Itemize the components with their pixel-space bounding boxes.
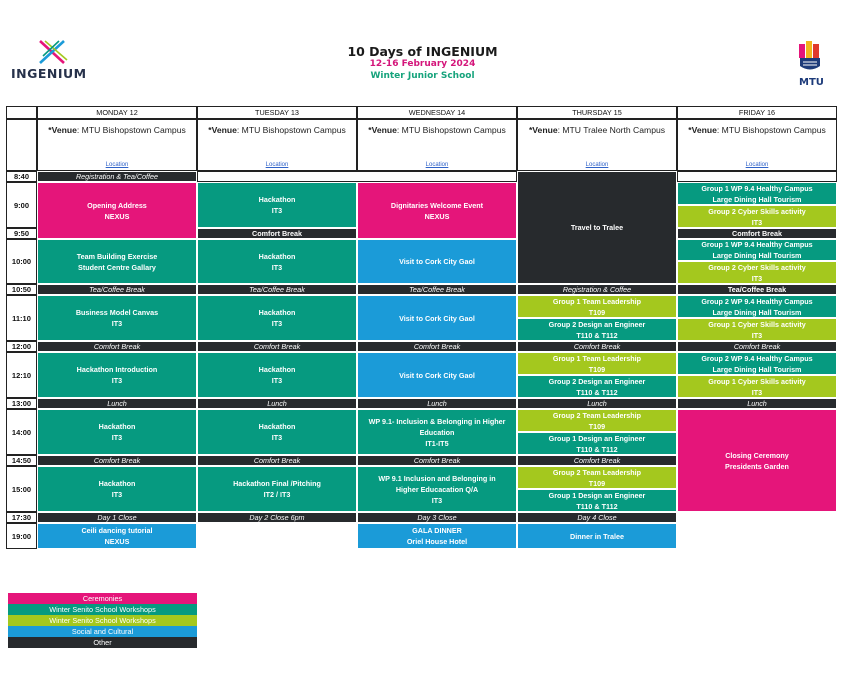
comfort-break: Comfort Break bbox=[517, 341, 677, 352]
event-group2-team-leadership: Group 2 Team Leadership T109 bbox=[517, 466, 677, 489]
mtu-crest-icon bbox=[797, 38, 825, 74]
time-label: 11:10 bbox=[6, 295, 37, 341]
event-group2-design-engineer: Group 2 Design an Engineer T110 & T112 bbox=[517, 375, 677, 398]
comfort-break: Comfort Break bbox=[677, 228, 837, 239]
event-hackathon-final: Hackathon Final /Pitching IT2 / IT3 bbox=[197, 466, 357, 512]
travel-to-tralee: Travel to Tralee bbox=[517, 171, 677, 284]
lunch: Lunch bbox=[197, 398, 357, 409]
event-hackathon: Hackathon IT3 bbox=[197, 182, 357, 228]
mtu-logo bbox=[795, 38, 835, 93]
tea-coffee-break: Tea/Coffee Break bbox=[677, 284, 837, 295]
event-group2-healthy-campus: Group 2 WP 9.4 Healthy Campus Large Dining Hall Tourism bbox=[677, 295, 837, 318]
event-group2-healthy-campus: Group 2 WP 9.4 Healthy Campus Large Dining Hall Tourism bbox=[677, 352, 837, 375]
venue-cell-mon bbox=[37, 119, 197, 171]
location-link[interactable]: Location bbox=[425, 162, 449, 168]
time-label: 12:00 bbox=[6, 341, 37, 352]
corner-cell bbox=[6, 106, 37, 119]
day-close: Day 1 Close bbox=[37, 512, 197, 523]
event-ceili-dancing: Ceili dancing tutorial NEXUS bbox=[37, 523, 197, 549]
day-close: Day 2 Close 6pm bbox=[197, 512, 357, 523]
tea-coffee-break: Tea/Coffee Break bbox=[197, 284, 357, 295]
event-cork-city-gaol: Visit to Cork City Gaol bbox=[357, 295, 517, 341]
comfort-break: Comfort Break bbox=[197, 455, 357, 466]
day-header-mon: MONDAY 12 bbox=[37, 106, 197, 119]
day-header-wed: WEDNESDAY 14 bbox=[357, 106, 517, 119]
event-group2-design-engineer: Group 2 Design an Engineer T110 & T112 bbox=[517, 318, 677, 341]
comfort-break: Comfort Break bbox=[517, 455, 677, 466]
legend-social-cultural: Social and Cultural bbox=[8, 626, 197, 637]
event-dignitaries-welcome: Dignitaries Welcome Event NEXUS bbox=[357, 182, 517, 239]
event-group1-healthy-campus: Group 1 WP 9.4 Healthy Campus Large Dining Hall Tourism bbox=[677, 239, 837, 261]
time-label: 9:00 bbox=[6, 182, 37, 228]
lunch: Lunch bbox=[517, 398, 677, 409]
legend-ceremonies: Ceremonies bbox=[8, 593, 197, 604]
location-link[interactable]: Location bbox=[265, 162, 289, 168]
page-title: 10 Days of INGENIUM bbox=[347, 44, 498, 59]
comfort-break: Comfort Break bbox=[37, 455, 197, 466]
venue-text: *Venue: MTU Bishopstown Campus bbox=[368, 125, 506, 135]
event-inclusion-belonging-qa: WP 9.1 Inclusion and Belonging in Higher Educacation Q/A IT3 bbox=[357, 466, 517, 512]
comfort-break: Comfort Break bbox=[37, 341, 197, 352]
color-legend bbox=[8, 593, 197, 648]
event-hackathon: Hackathon IT3 bbox=[37, 466, 197, 512]
location-link[interactable]: Location bbox=[105, 162, 129, 168]
legend-workshops-teal: Winter Senito School Workshops bbox=[8, 604, 197, 615]
registration-coffee: Registration & Coffee bbox=[517, 284, 677, 295]
event-hackathon: Hackathon IT3 bbox=[37, 409, 197, 455]
comfort-break: Comfort Break bbox=[357, 455, 517, 466]
location-link[interactable]: Location bbox=[745, 162, 769, 168]
day-close: Day 4 Close bbox=[517, 512, 677, 523]
event-group1-cyber-skills: Group 1 Cyber Skills activity IT3 bbox=[677, 318, 837, 341]
venue-text: *Venue: MTU Bishopstown Campus bbox=[688, 125, 826, 135]
event-group1-design-engineer: Group 1 Design an Engineer T110 & T112 bbox=[517, 489, 677, 512]
time-label: 9:50 bbox=[6, 228, 37, 239]
event-group1-cyber-skills: Group 1 Cyber Skills activity IT3 bbox=[677, 375, 837, 398]
event-group1-design-engineer: Group 1 Design an Engineer T110 & T112 bbox=[517, 432, 677, 455]
event-dinner-tralee: Dinner in Tralee bbox=[517, 523, 677, 549]
time-label: 10:00 bbox=[6, 239, 37, 284]
comfort-break: Comfort Break bbox=[197, 341, 357, 352]
event-group2-team-leadership: Group 2 Team Leadership T109 bbox=[517, 409, 677, 432]
empty-cell bbox=[677, 171, 837, 182]
time-label: 14:00 bbox=[6, 409, 37, 455]
time-label: 15:00 bbox=[6, 466, 37, 512]
lunch: Lunch bbox=[37, 398, 197, 409]
venue-text: *Venue: MTU Tralee North Campus bbox=[528, 125, 666, 135]
event-opening-address: Opening Address NEXUS bbox=[37, 182, 197, 239]
event-gala-dinner: GALA DINNER Oriel House Hotel bbox=[357, 523, 517, 549]
day-close: Day 3 Close bbox=[357, 512, 517, 523]
venue-row-label bbox=[6, 119, 37, 171]
venue-cell-tue bbox=[197, 119, 357, 171]
ingenium-wordmark: INGENIUM bbox=[11, 66, 87, 81]
time-label: 13:00 bbox=[6, 398, 37, 409]
event-group1-healthy-campus: Group 1 WP 9.4 Healthy Campus Large Dining Hall Tourism bbox=[677, 182, 837, 205]
comfort-break: Comfort Break bbox=[357, 341, 517, 352]
venue-cell-fri bbox=[677, 119, 837, 171]
venue-cell-thu bbox=[517, 119, 677, 171]
event-group2-cyber-skills: Group 2 Cyber Skills activity IT3 bbox=[677, 205, 837, 228]
event-inclusion-belonging: WP 9.1- Inclusion & Belonging in Higher Education IT1-IT5 bbox=[357, 409, 517, 455]
time-label: 19:00 bbox=[6, 523, 37, 549]
time-label: 8:40 bbox=[6, 171, 37, 182]
tea-coffee-break: Tea/Coffee Break bbox=[37, 284, 197, 295]
venue-text: *Venue: MTU Bishopstown Campus bbox=[48, 125, 186, 135]
timetable bbox=[6, 106, 837, 549]
day-header-thu: THURSDAY 15 bbox=[517, 106, 677, 119]
event-hackathon-introduction: Hackathon Introduction IT3 bbox=[37, 352, 197, 398]
venue-cell-wed bbox=[357, 119, 517, 171]
lunch: Lunch bbox=[677, 398, 837, 409]
event-hackathon: Hackathon IT3 bbox=[197, 352, 357, 398]
event-hackathon: Hackathon IT3 bbox=[197, 239, 357, 284]
venue-text: *Venue: MTU Bishopstown Campus bbox=[208, 125, 346, 135]
event-dates: 12-16 February 2024 bbox=[369, 59, 476, 69]
comfort-break: Comfort Break bbox=[197, 228, 357, 239]
event-hackathon: Hackathon IT3 bbox=[197, 409, 357, 455]
time-label: 17:30 bbox=[6, 512, 37, 523]
location-link[interactable]: Location bbox=[585, 162, 609, 168]
legend-other: Other bbox=[8, 637, 197, 648]
mtu-wordmark: MTU bbox=[799, 77, 824, 88]
event-group1-team-leadership: Group 1 Team Leadership T109 bbox=[517, 295, 677, 318]
event-hackathon: Hackathon IT3 bbox=[197, 295, 357, 341]
day-header-tue: TUESDAY 13 bbox=[197, 106, 357, 119]
tea-coffee-break: Tea/Coffee Break bbox=[357, 284, 517, 295]
legend-workshops-lime: Winter Senito School Workshops bbox=[8, 615, 197, 626]
event-group1-team-leadership: Group 1 Team Leadership T109 bbox=[517, 352, 677, 375]
event-group2-cyber-skills: Group 2 Cyber Skills activity IT3 bbox=[677, 261, 837, 284]
time-label: 12:10 bbox=[6, 352, 37, 398]
event-cork-city-gaol: Visit to Cork City Gaol bbox=[357, 239, 517, 284]
lunch: Lunch bbox=[357, 398, 517, 409]
registration-tea: Registration & Tea/Coffee bbox=[37, 171, 197, 182]
event-business-model-canvas: Business Model Canvas IT3 bbox=[37, 295, 197, 341]
event-cork-city-gaol: Visit to Cork City Gaol bbox=[357, 352, 517, 398]
event-closing-ceremony: Closing Ceremony Presidents Garden bbox=[677, 409, 837, 512]
time-label: 14:50 bbox=[6, 455, 37, 466]
school-name: Winter Junior School bbox=[370, 71, 475, 81]
day-header-fri: FRIDAY 16 bbox=[677, 106, 837, 119]
empty-cell bbox=[197, 171, 517, 182]
event-team-building: Team Building Exercise Student Centre Gallary bbox=[37, 239, 197, 284]
time-label: 10:50 bbox=[6, 284, 37, 295]
comfort-break: Comfort Break bbox=[677, 341, 837, 352]
